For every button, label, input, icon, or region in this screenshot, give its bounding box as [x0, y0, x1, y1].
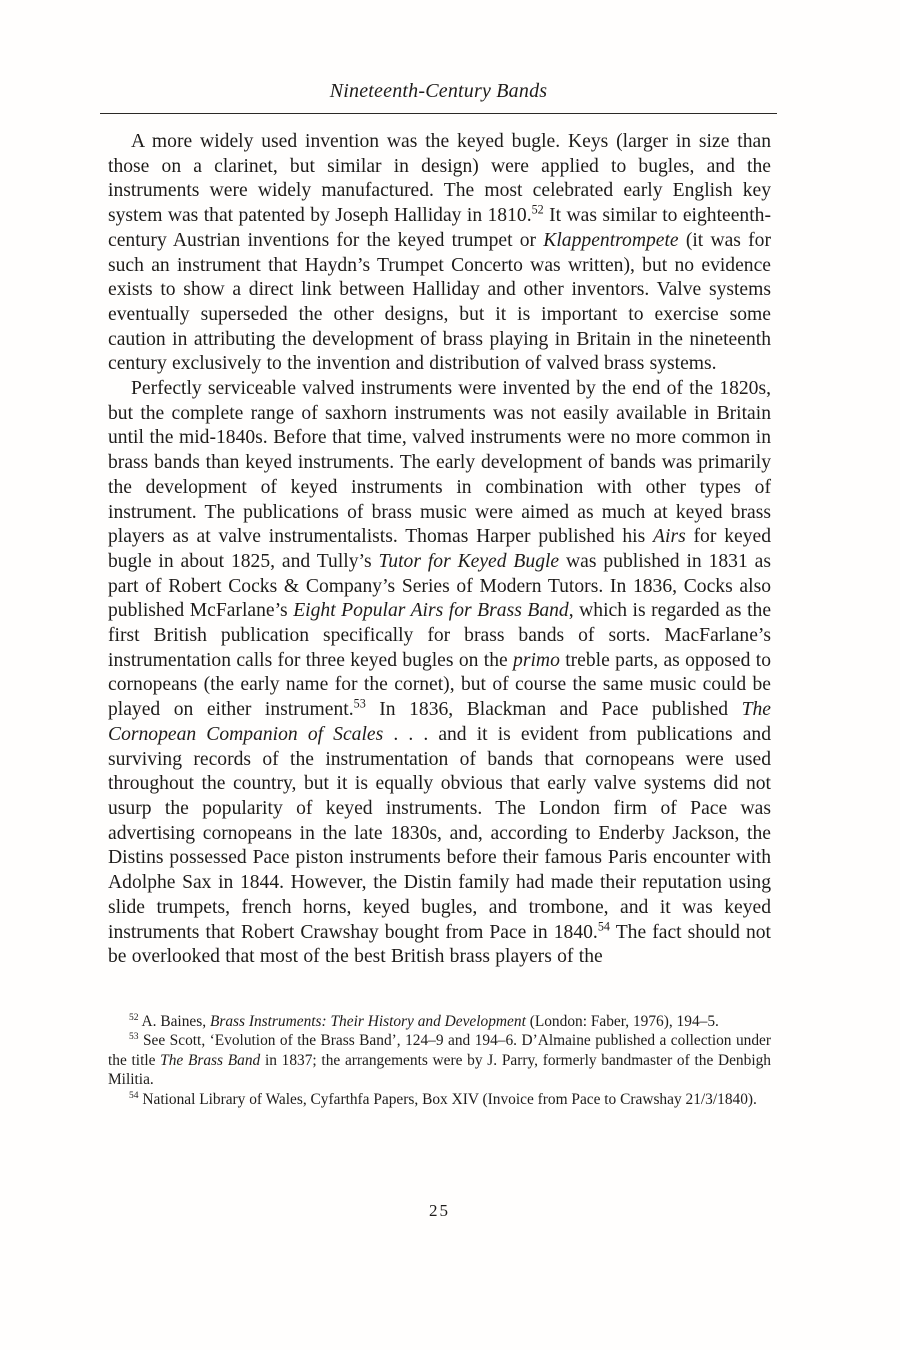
text-run: It was similar to eighteenth-century Austrian inventions for the keyed trumpet or — [108, 205, 771, 251]
footnote-reference: 53 — [353, 696, 366, 711]
text-run: A. Baines, — [138, 1012, 210, 1030]
footnote-reference: 54 — [129, 1089, 139, 1101]
text-run: National Library of Wales, Cyfarthfa Papers, Box XIV (Invoice from Pace to Crawshay 21/3/1840). — [138, 1090, 757, 1108]
footnote-reference: 53 — [129, 1031, 139, 1043]
italic-text-run: Klappentrompete — [543, 229, 679, 251]
text-run: , which is regarded as the first British publication specifically for brass bands of sorts. MacFarlane’s instrumentation calls for three keyed bugles on the — [108, 600, 772, 671]
footnote-53 — [108, 1031, 771, 1089]
text-run: was published in 1831 as part of Robert Cocks & Company’s Series of Modern Tutors. In 1836, Cocks also published McFarlane’s — [108, 550, 771, 622]
body-paragraph-1 — [108, 130, 771, 377]
text-run: (London: Faber, 1976), 194–5. — [525, 1012, 719, 1030]
footnote-reference: 52 — [531, 202, 544, 217]
body-paragraph-2 — [108, 377, 771, 970]
italic-text-run: Airs — [653, 526, 686, 548]
main-text — [108, 130, 771, 1109]
footnotes-section — [108, 1012, 771, 1109]
italic-text-run: Eight Popular Airs for Brass Band — [293, 600, 569, 622]
text-run: for keyed bugle in about 1825, and Tully’s — [108, 526, 771, 572]
italic-text-run: The Cornopean Companion of Scales — [108, 699, 771, 745]
italic-text-run: The Brass Band — [160, 1051, 261, 1069]
footnote-52 — [108, 1012, 771, 1031]
text-run: in 1837; the arrangements were by J. Parry, formerly bandmaster of the Denbigh Militia. — [108, 1051, 771, 1089]
text-run: . . . and it is evident from publications and surviving records of the instrumentation of bands that cornopeans were used throughout the country, but it is equally obvious that early valve systems did not usurp the popularity of keyed instruments. The London firm of Pace was advertising cornopeans in the late 1830s, and, according to Enderby Jackson, the Distins possessed Pace piston instruments before their famous Paris encounter with Adolphe Sax in 1844. However, the Distin family had made their reputation using slide trumpets, french horns, keyed bugles, and trombone, and it was keyed instruments that Robert Crawshay bought from Pace in 1840. — [108, 723, 771, 943]
text-run: treble parts, as opposed to cornopeans (the early name for the cornet), but of course the same music could be played on either instrument. — [108, 649, 771, 721]
footnote-reference: 54 — [597, 918, 610, 933]
footnote-54 — [108, 1090, 771, 1109]
page-number: 25 — [429, 1201, 450, 1220]
footnote-reference: 52 — [129, 1011, 139, 1023]
italic-text-run: Tutor for Keyed Bugle — [378, 550, 560, 572]
italic-text-run: Brass Instruments: Their History and Development — [209, 1012, 526, 1030]
text-run: Perfectly serviceable valved instruments were invented by the end of the 1820s, but the complete range of saxhorn instruments was not easily available in Britain until the mid-1840s. Before that time, valved instruments were no more common in brass bands than keyed instruments. The early development of bands was primarily the development of keyed instruments in combination with other types of instrument. The publications of brass music were aimed as much at keyed brass players as at valve instrumentalists. Thomas Harper published his — [108, 378, 771, 548]
running-head-title: Nineteenth-Century Bands — [100, 80, 777, 114]
text-run: A more widely used invention was the keyed bugle. Keys (larger in size than those on a clarinet, but similar in design) were applied to bugles, and the instruments were widely manufactured. The most celebrated early English key system was that patented by Joseph Halliday in 1810. — [108, 131, 771, 227]
italic-text-run: primo — [513, 649, 560, 671]
text-run: (it was for such an instrument that Haydn’s Trumpet Concerto was written), but no evidence exists to show a direct link between Halliday and other inventors. Valve systems eventually superseded the other designs, but it is important to exercise some caution in attributing the development of brass playing in Britain in the nineteenth century exclusively to the invention and distribution of valved brass systems. — [108, 229, 771, 375]
text-run: See Scott, ‘Evolution of the Brass Band’, 124–9 and 194–6. D’Almaine published a collection under the title — [108, 1032, 771, 1069]
text-run: In 1836, Blackman and Pace published — [365, 699, 742, 721]
text-run: The fact should not be overlooked that most of the best British brass players of the — [108, 921, 771, 968]
